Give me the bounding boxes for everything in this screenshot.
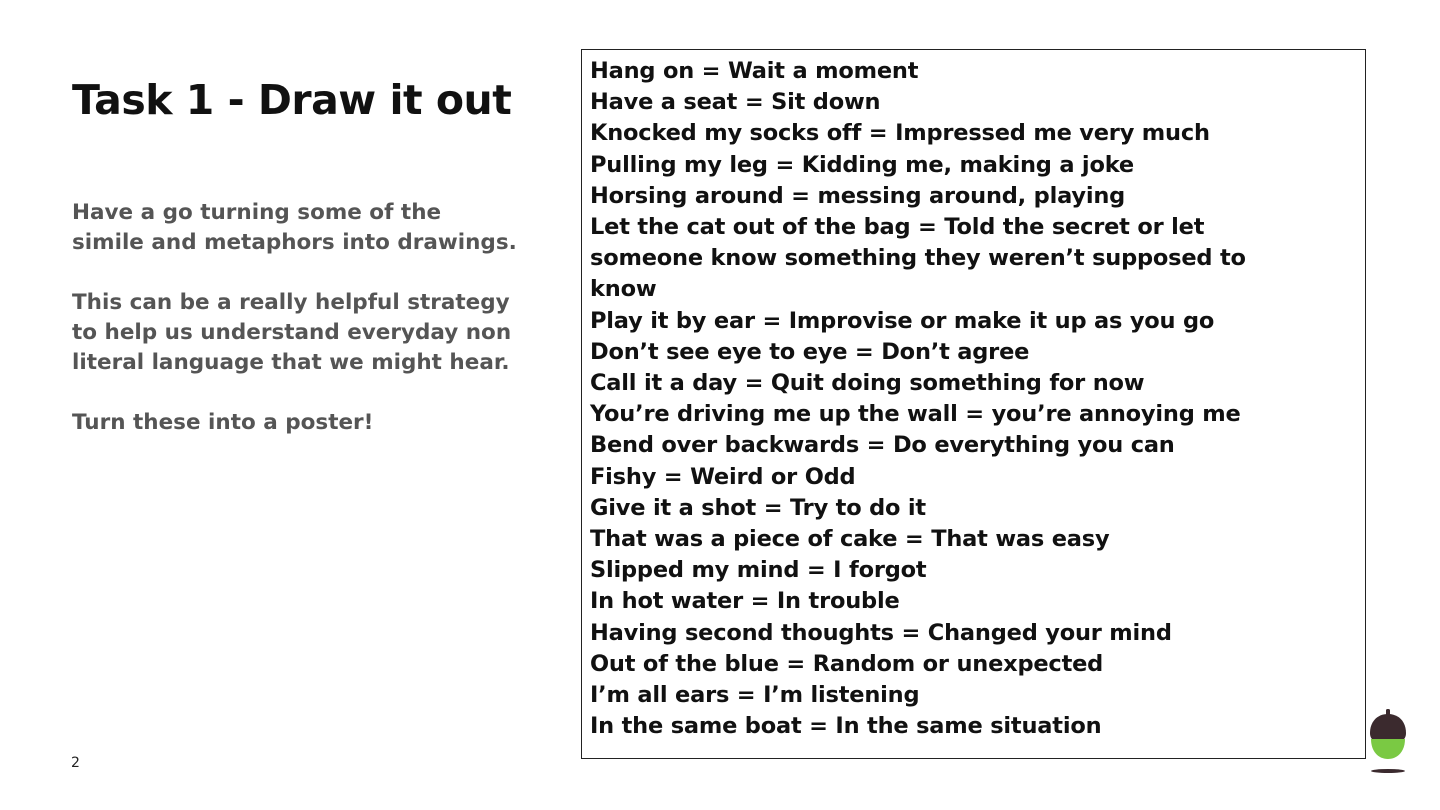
idiom-line: Call it a day = Quit doing something for now bbox=[590, 370, 1145, 397]
idiom-item bbox=[590, 368, 1357, 399]
idiom-line: Give it a shot = Try to do it bbox=[590, 494, 926, 521]
instruction-line: literal language that we might hear. bbox=[72, 350, 510, 375]
idiom-item bbox=[590, 462, 1357, 493]
instruction-paragraph bbox=[72, 408, 552, 438]
idiom-item bbox=[590, 618, 1357, 649]
idiom-line: Slipped my mind = I forgot bbox=[590, 557, 927, 584]
acorn-cap bbox=[1370, 714, 1406, 739]
idiom-list-box bbox=[581, 49, 1366, 759]
idiom-line: Horsing around = messing around, playing bbox=[590, 182, 1126, 209]
idiom-line: someone know something they weren’t supposed to bbox=[590, 245, 1246, 272]
idiom-item bbox=[590, 586, 1357, 617]
instruction-line: simile and metaphors into drawings. bbox=[72, 230, 517, 255]
idiom-line: Bend over backwards = Do everything you can bbox=[590, 432, 1175, 459]
instruction-line: Have a go turning some of the bbox=[72, 200, 442, 225]
page-number: 2 bbox=[71, 755, 80, 771]
idiom-line: In hot water = In trouble bbox=[590, 588, 900, 615]
instruction-paragraph bbox=[72, 198, 552, 258]
idiom-line: Fishy = Weird or Odd bbox=[590, 463, 856, 490]
idiom-item bbox=[590, 555, 1357, 586]
slide-title: Task 1 - Draw it out bbox=[72, 76, 512, 124]
idiom-item bbox=[590, 118, 1357, 149]
idiom-line: Have a seat = Sit down bbox=[590, 89, 881, 116]
acorn-icon bbox=[1368, 708, 1408, 776]
idiom-item bbox=[590, 212, 1357, 306]
idiom-item bbox=[590, 87, 1357, 118]
instruction-paragraph bbox=[72, 288, 552, 378]
idiom-item bbox=[590, 399, 1357, 430]
idiom-item bbox=[590, 150, 1357, 181]
idiom-line: Play it by ear = Improvise or make it up as you go bbox=[590, 307, 1215, 334]
idiom-line: In the same boat = In the same situation bbox=[590, 713, 1102, 740]
idiom-line: You’re driving me up the wall = you’re annoying me bbox=[590, 401, 1241, 428]
idiom-item bbox=[590, 56, 1357, 87]
acorn-shadow bbox=[1371, 769, 1405, 773]
instruction-line: This can be a really helpful strategy bbox=[72, 290, 510, 315]
idiom-item bbox=[590, 430, 1357, 461]
idiom-line: Having second thoughts = Changed your mind bbox=[590, 619, 1172, 646]
instruction-line: Turn these into a poster! bbox=[72, 410, 374, 435]
idiom-line: I’m all ears = I’m listening bbox=[590, 682, 920, 709]
idiom-item bbox=[590, 649, 1357, 680]
idiom-item bbox=[590, 306, 1357, 337]
instructions bbox=[72, 198, 552, 468]
idiom-list bbox=[590, 56, 1357, 742]
idiom-item bbox=[590, 493, 1357, 524]
idiom-line: Knocked my socks off = Impressed me very much bbox=[590, 120, 1210, 147]
idiom-line: Pulling my leg = Kidding me, making a joke bbox=[590, 151, 1134, 178]
idiom-line: Hang on = Wait a moment bbox=[590, 58, 919, 84]
idiom-item bbox=[590, 524, 1357, 555]
idiom-item bbox=[590, 711, 1357, 742]
idiom-item bbox=[590, 181, 1357, 212]
idiom-item bbox=[590, 680, 1357, 711]
idiom-line: Out of the blue = Random or unexpected bbox=[590, 650, 1104, 677]
idiom-item bbox=[590, 337, 1357, 368]
idiom-line: Don’t see eye to eye = Don’t agree bbox=[590, 338, 1030, 365]
idiom-line: Let the cat out of the bag = Told the secret or let bbox=[590, 214, 1205, 241]
idiom-line: know bbox=[590, 276, 657, 303]
idiom-line: That was a piece of cake = That was easy bbox=[590, 526, 1110, 553]
instruction-line: to help us understand everyday non bbox=[72, 320, 512, 345]
acorn-body bbox=[1371, 739, 1405, 759]
